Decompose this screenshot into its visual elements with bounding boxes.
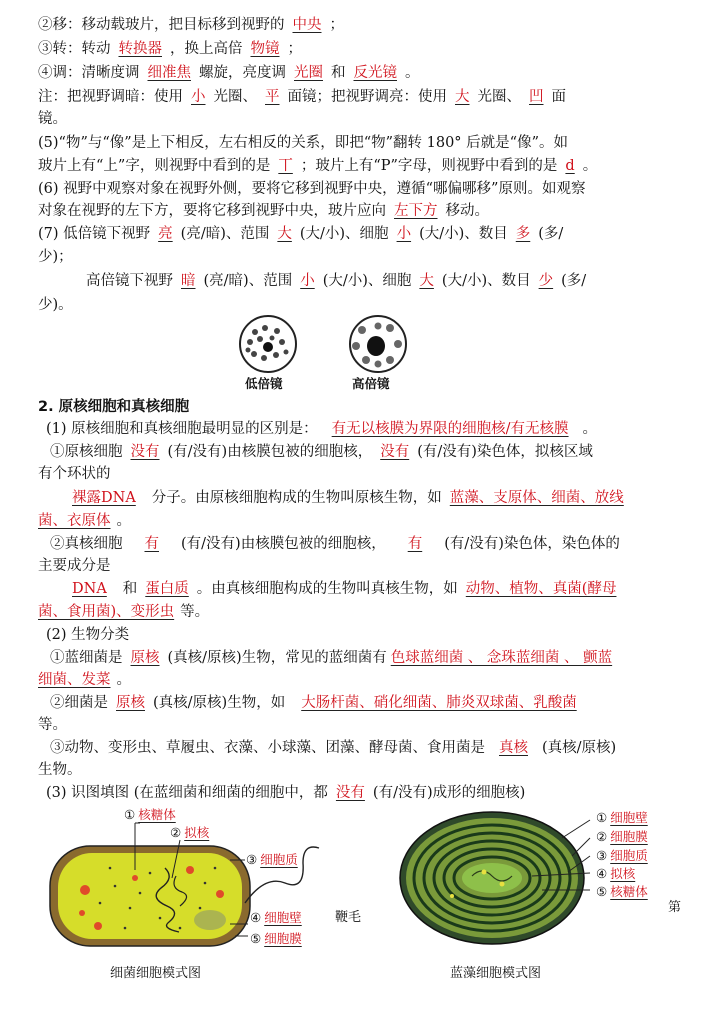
- line-q7d: 少)。: [38, 297, 73, 313]
- cyano-label-1: ① 细胞壁: [596, 810, 648, 825]
- line-q7c: 高倍镜下视野 暗 (亮/暗)、范围 小 (大/小)、细胞 大 (大/小)、数目 少 (多/: [86, 273, 587, 289]
- line-note: 注：把视野调暗：使用 小 光圈、 平 面镜；把视野调亮：使用 大 光圈、 凹 面: [38, 89, 566, 105]
- high-power-caption: 高倍镜: [352, 376, 390, 391]
- line-move: ②移：移动载玻片，把目标移到视野的 中央 ；: [38, 17, 344, 33]
- line-s14: 等。: [38, 717, 67, 733]
- cyano-label-2: ② 细胞膜: [596, 829, 648, 844]
- cyano-label-4: ④ 拟核: [596, 866, 636, 881]
- bacteria-label-5: ⑤ 细胞膜: [250, 931, 302, 946]
- cyano-label-3: ③ 细胞质: [596, 848, 648, 863]
- bacteria-label-1: ① 核糖体: [124, 807, 176, 822]
- line-s9: 菌、食用菌)、变形虫 等。: [38, 604, 210, 620]
- cyano-label-5: ⑤ 核糖体: [596, 884, 648, 899]
- line-s1: (1) 原核细胞和真核细胞最明显的区别是： 有无以核膜为界限的细胞核/有无核膜 。: [46, 421, 598, 437]
- line-q6a: (6) 视野中观察对象在视野外侧，要将它移到视野中央，遵循“哪偏哪移”原则。如观察: [38, 181, 586, 197]
- low-power-view: [240, 316, 296, 372]
- line-s16: 生物。: [38, 762, 82, 778]
- line-s11: ①蓝细菌是 原核 (真核/原核)生物，常见的蓝细菌有 色球蓝细菌 、 念珠蓝细菌 、 颤蓝: [50, 650, 613, 666]
- line-q7a: (7) 低倍镜下视野 亮 (亮/暗)、范围 大 (大/小)、细胞 小 (大/小)、数目 多 (多/: [38, 226, 564, 242]
- line-s5: 菌、衣原体 。: [38, 513, 131, 529]
- bacteria-caption: 细菌细胞模式图: [110, 966, 202, 981]
- flagellum-label: 鞭毛: [335, 910, 362, 925]
- line-turn: ③转：转动 转换器 ，换上高倍 物镜 ；: [38, 41, 302, 57]
- line-s13: ②细菌是 原核 (真核/原核)生物，如 大肠杆菌、硝化细菌、肺炎双球菌、乳酸菌: [50, 695, 577, 711]
- line-q7b: 少)；: [38, 249, 73, 265]
- line-s4: 裸露DNA 分子。由原核细胞构成的生物叫原核生物，如 蓝藻、支原体、细菌、放线: [72, 490, 624, 506]
- bacteria-label-2: ② 拟核: [170, 825, 210, 840]
- line-s3: 有个环状的: [38, 466, 111, 482]
- line-s6: ②真核细胞 有 (有/没有)由核膜包被的细胞核， 有 (有/没有)染色体，染色体的: [50, 536, 620, 552]
- line-note-end: 镜。: [38, 111, 67, 127]
- line-q5b: 玻片上有“上”字，则视野中看到的是 丅 ；玻片上有“P”字母，则视野中看到的是 d 。: [38, 158, 598, 174]
- section-title: 2. 原核细胞和真核细胞: [38, 399, 190, 415]
- high-power-view: [350, 316, 406, 372]
- line-adjust: ④调：清晰度调 细准焦 螺旋，亮度调 光圈 和 反光镜 。: [38, 65, 420, 81]
- line-s2: ①原核细胞 没有 (有/没有)由核膜包被的细胞核， 没有 (有/没有)染色体，拟核区域: [50, 444, 593, 460]
- line-s10: (2) 生物分类: [46, 627, 130, 643]
- low-power-caption: 低倍镜: [245, 376, 283, 391]
- bacteria-label-4: ④ 细胞壁: [250, 910, 302, 925]
- cyanobacteria-diagram: [392, 806, 602, 956]
- page-marker: 第: [668, 900, 682, 915]
- line-s17: (3) 识图填图 (在蓝细菌和细菌的细胞中，都 没有 (有/没有)成形的细胞核): [46, 785, 526, 801]
- cyano-caption: 蓝藻细胞模式图: [450, 966, 542, 981]
- line-s15: ③动物、变形虫、草履虫、衣藻、小球藻、团藻、酵母菌、食用菌是 真核 (真核/原核): [50, 740, 617, 756]
- line-s12: 细菌、发菜 。: [38, 672, 131, 688]
- line-q6b: 对象在视野的左下方，要将它移到视野中央，玻片应向 左下方 移动。: [38, 203, 489, 219]
- line-s7: 主要成分是: [38, 558, 111, 574]
- bacteria-label-3: ③ 细胞质: [246, 852, 298, 867]
- line-s8: DNA 和 蛋白质 。由真核细胞构成的生物叫真核生物，如 动物、植物、真菌(酵母: [72, 581, 617, 597]
- line-q5a: (5)“物”与“像”是上下相反，左右相反的关系，即把“物”翻转 180° 后就是“像”。如: [38, 135, 568, 151]
- microscope-views: [230, 314, 420, 376]
